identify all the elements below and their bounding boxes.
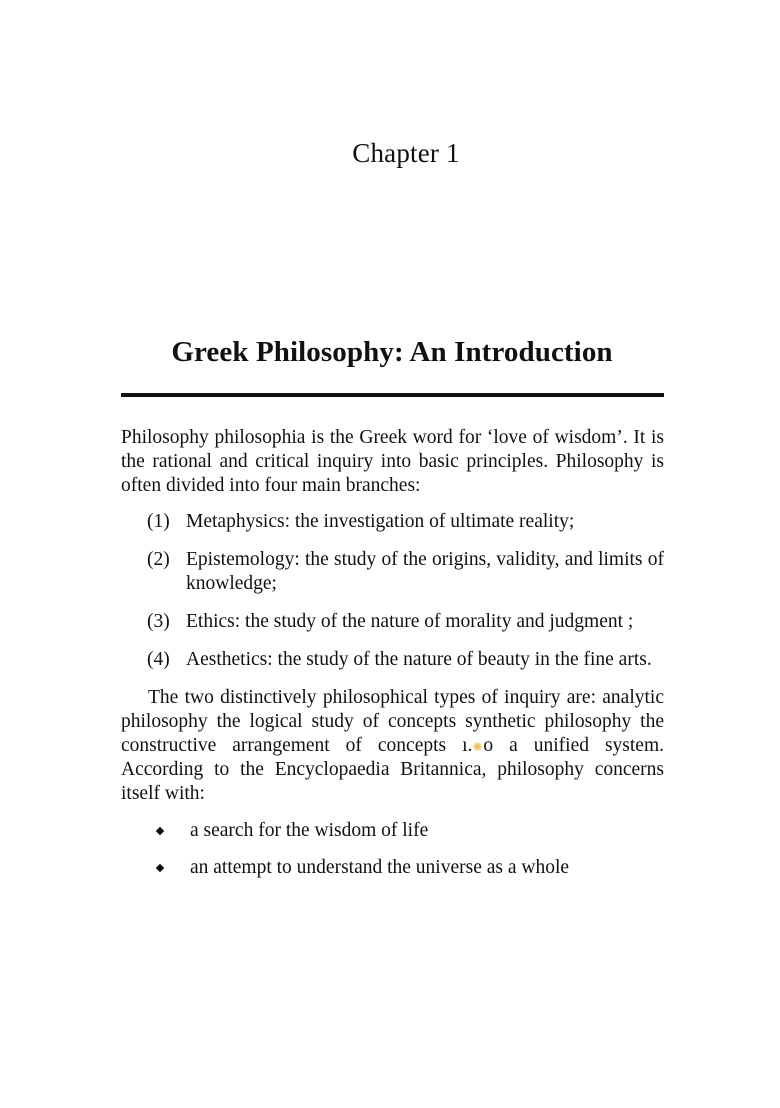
branch-item — [147, 548, 664, 596]
paragraph-text: The two distinctively philosophical types of inquiry are: analytic philosophy the logical study of concepts synthetic philosophy the constructive arrangement of concepts ı. — [121, 687, 664, 756]
concern-text: an attempt to understand the universe as a whole — [190, 857, 570, 878]
paragraph-text: o a unified system. According to the Encyclopaedia Britannica, philosophy concerns itself with: — [121, 735, 664, 804]
branch-text: Metaphysics: the investigation of ultimate reality; — [186, 511, 575, 532]
concerns-list — [121, 819, 664, 880]
diamond-bullet-icon — [156, 864, 164, 872]
branch-number: (1) — [147, 511, 170, 532]
branch-text: Aesthetics: the study of the nature of beauty in the fine arts. — [186, 649, 652, 670]
branch-item — [147, 510, 664, 534]
diamond-bullet-icon — [156, 827, 164, 835]
branch-item — [147, 648, 664, 672]
chapter-label: Chapter 1 — [352, 138, 460, 168]
chapter-body — [121, 426, 664, 893]
title-rule-divider — [121, 393, 664, 397]
branch-text: Epistemology: the study of the origins, validity, and limits of knowledge; — [186, 549, 664, 594]
intro-paragraph: Philosophy philosophia is the Greek word for ‘love of wisdom’. It is the rational and critical inquiry into basic principles. Philosophy is often divided into four main branches: — [121, 427, 664, 496]
branch-number: (2) — [147, 549, 170, 570]
branch-number: (3) — [147, 611, 170, 632]
concern-item — [154, 819, 664, 843]
concern-item — [154, 856, 664, 880]
branch-number: (4) — [147, 649, 170, 670]
branches-list — [121, 510, 664, 672]
concern-text: a search for the wisdom of life — [190, 820, 429, 841]
second-paragraph — [121, 686, 664, 806]
chapter-title: Greek Philosophy: An Introduction — [171, 336, 613, 368]
ink-smudge-mark — [473, 742, 482, 751]
branch-text: Ethics: the study of the nature of morality and judgment ; — [186, 611, 634, 632]
branch-item — [147, 610, 664, 634]
